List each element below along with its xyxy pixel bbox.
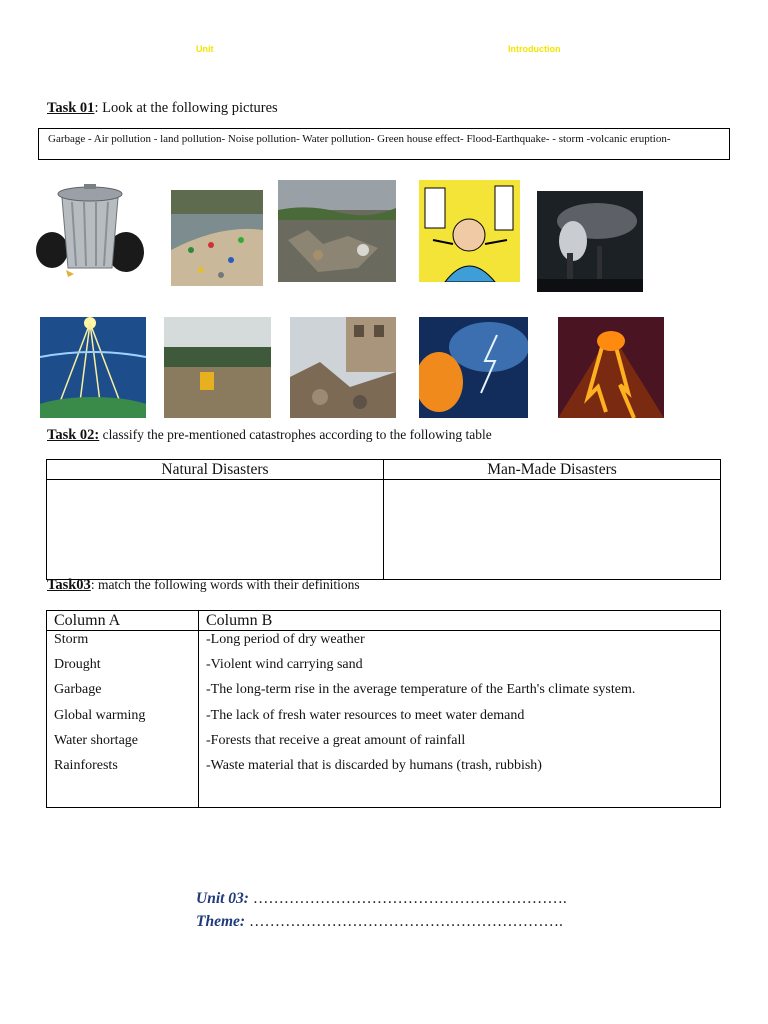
footer-unit bbox=[196, 890, 567, 908]
header-introduction: Introduction bbox=[508, 44, 561, 54]
land-pollution-icon bbox=[278, 180, 396, 282]
column-a-word: Global warming bbox=[54, 707, 146, 723]
footer-theme-dots[interactable]: ……………………………………………………. bbox=[245, 913, 563, 930]
garbage-bin-icon bbox=[32, 180, 148, 278]
column-b-definition: -Waste material that is discarded by humans (trash, rubbish) bbox=[206, 757, 542, 773]
column-b-definition: -The long-term rise in the average temperature of the Earth's climate system. bbox=[206, 682, 636, 698]
column-b-definition: -Forests that receive a great amount of rainfall bbox=[206, 732, 466, 748]
task02-title bbox=[47, 427, 492, 444]
task01-title bbox=[47, 100, 278, 117]
column-a-word: Garbage bbox=[54, 682, 102, 698]
classify-table bbox=[46, 459, 721, 580]
column-b-definition: -Violent wind carrying sand bbox=[206, 657, 363, 673]
natural-disasters-header: Natural Disasters bbox=[47, 460, 384, 480]
column-a-word: Drought bbox=[54, 657, 101, 673]
word-box: Garbage - Air pollution - land pollution- Noise pollution- Water pollution- Green house effect- Flood-Earthquake- - storm -volcanic eruption- bbox=[38, 128, 730, 160]
task01-text: : Look at the following pictures bbox=[94, 100, 278, 116]
footer-theme bbox=[196, 913, 563, 931]
column-a-word: Water shortage bbox=[54, 732, 138, 748]
polluted-shore-icon bbox=[171, 190, 263, 286]
air-pollution-icon bbox=[537, 191, 643, 292]
natural-disasters-cell[interactable] bbox=[47, 480, 384, 580]
flood-icon bbox=[164, 317, 271, 418]
man-made-disasters-header: Man-Made Disasters bbox=[384, 460, 721, 480]
column-b-cell bbox=[199, 631, 721, 808]
task01-label: Task 01 bbox=[47, 100, 95, 116]
column-a-word: Storm bbox=[54, 632, 89, 647]
man-made-disasters-cell[interactable] bbox=[384, 480, 721, 580]
noise-pollution-icon bbox=[419, 180, 520, 282]
task02-text: classify the pre-mentioned catastrophes according to the following table bbox=[99, 427, 492, 442]
column-a-word: Rainforests bbox=[54, 757, 118, 773]
column-a-header: Column A bbox=[47, 611, 199, 631]
footer-theme-label: Theme: bbox=[196, 913, 246, 930]
storm-icon bbox=[419, 317, 528, 418]
footer-unit-label: Unit 03: bbox=[196, 890, 249, 907]
volcano-icon bbox=[558, 317, 664, 418]
task03-title bbox=[47, 577, 360, 594]
earthquake-icon bbox=[290, 317, 396, 418]
footer-unit-dots[interactable]: ……………………………………………………. bbox=[248, 890, 567, 907]
task03-label: Task03 bbox=[47, 577, 91, 593]
greenhouse-effect-icon bbox=[40, 317, 146, 418]
task03-text: : match the following words with their definitions bbox=[90, 577, 360, 592]
column-b-header: Column B bbox=[199, 611, 721, 631]
header-unit: Unit bbox=[196, 44, 214, 54]
task02-label: Task 02: bbox=[47, 427, 100, 443]
column-b-definition: -Long period of dry weather bbox=[206, 632, 365, 647]
match-table bbox=[46, 610, 721, 808]
column-b-definition: -The lack of fresh water resources to meet water demand bbox=[206, 707, 525, 723]
column-a-cell bbox=[47, 631, 199, 808]
